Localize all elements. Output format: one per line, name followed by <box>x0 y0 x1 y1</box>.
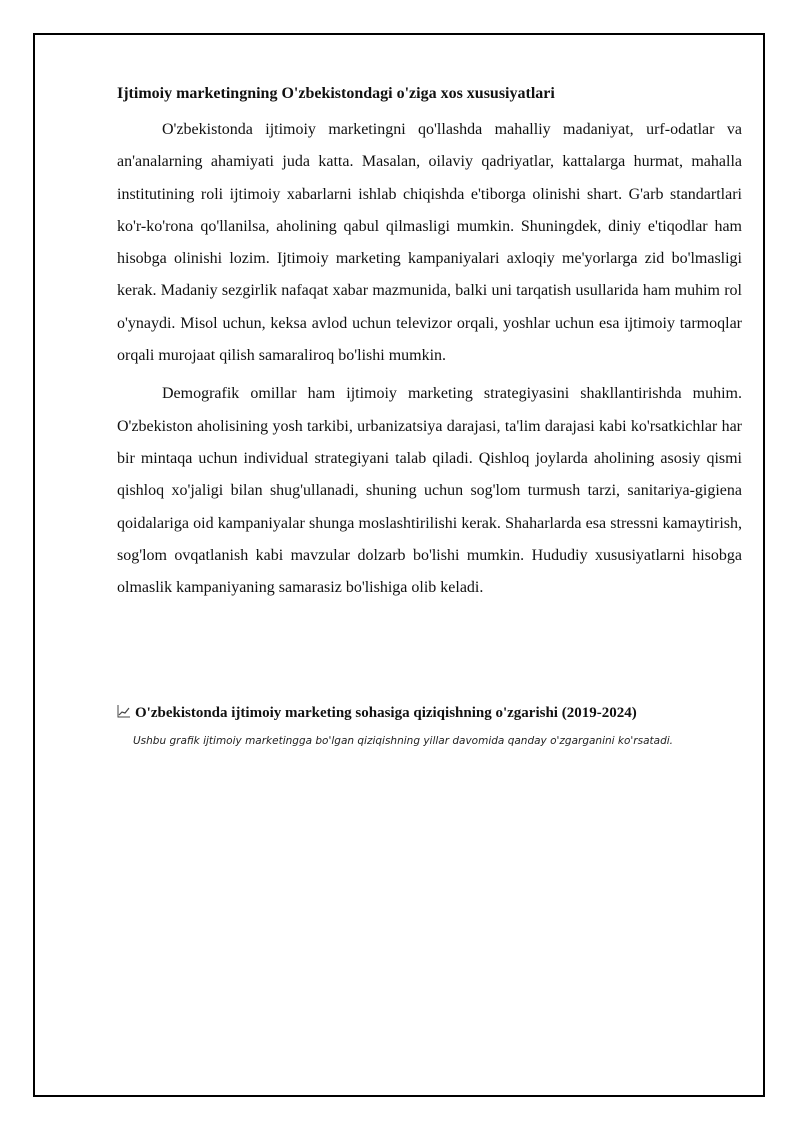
figure-caption: Ushbu grafik ijtimoiy marketingga bo'lgan qiziqishning yillar davomida qanday o'zgarganini ko'rsatadi. <box>133 735 674 747</box>
figure-title-text: O'zbekistonda ijtimoiy marketing sohasiga qiziqishning o'zgarishi (2019-2024) <box>135 705 637 721</box>
paragraph-culture: O'zbekistonda ijtimoiy marketingni qo'llashda mahalliy madaniyat, urf-odatlar va an'analarning ahamiyati juda katta. Masalan, oilaviy qadriyatlar, kattalarga hurmat, mahalla institutining roli ijtimoiy xabarlarni ishlab chiqishda e'tiborga olinishi shart. G'arb standartlari ko'r-ko'rona qo'llanilsa, aholining qabul qilmasligi mumkin. Shuningdek, diniy e'tiqodlar ham hisobga olinishi lozim. Ijtimoiy marketing kampaniyalari axloqiy me'yorlarga zid bo'lmasligi kerak. Madaniy sezgirlik nafaqat xabar mazmunida, balki uni tarqatish usullarida ham muhim rol o'ynaydi. Misol uchun, keksa avlod uchun televizor orqali, yoshlar uchun esa ijtimoiy tarmoqlar orqali murojaat qilish samaraliroq bo'lishi mumkin. <box>117 121 742 365</box>
document-body <box>117 84 742 610</box>
chart-increasing-icon <box>117 704 131 718</box>
paragraph-demography: Demografik omillar ham ijtimoiy marketing strategiyasini shakllantirishda muhim. O'zbekiston aholisining yosh tarkibi, urbanizatsiya darajasi, ta'lim darajasi kabi ko'rsatkichlar har bir mintaqa uchun individual strategiyani talab qiladi. Qishloq joylarda aholining asosiy qismi qishloq xo'jaligi bilan shug'ullanadi, shuning uchun sog'lom turmush tarzi, sanitariya-gigiena qoidalariga oid kampaniyalar shunga moslashtirilishi kerak. Shaharlarda esa stressni kamaytirish, sog'lom ovqatlanish kabi mavzular dolzarb bo'lishi mumkin. Hududiy xususiyatlarni hisobga olmaslik kampaniyaning samarasiz bo'lishiga olib keladi. <box>117 385 742 597</box>
section-heading: Ijtimoiy marketingning O'zbekistondagi o'ziga xos xususiyatlari <box>117 85 555 102</box>
figure-title <box>117 703 757 723</box>
